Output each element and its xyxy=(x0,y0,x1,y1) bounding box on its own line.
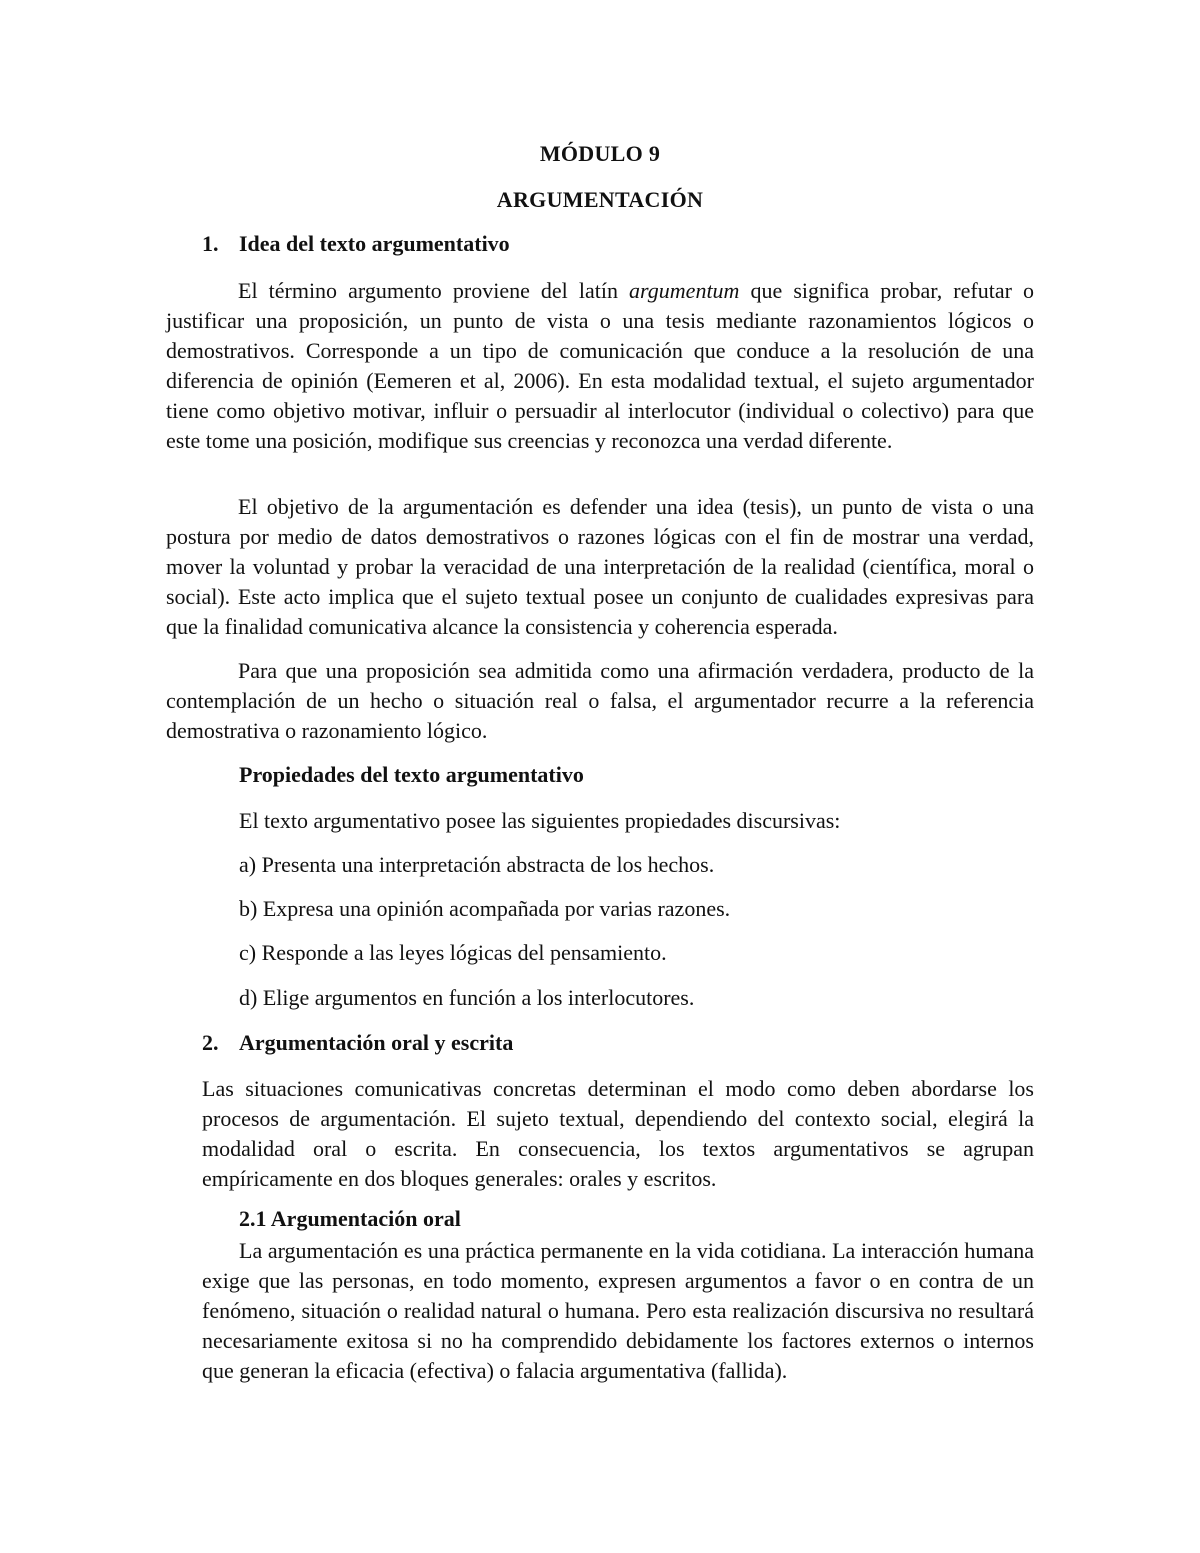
section-1-number: 1. xyxy=(202,231,219,256)
section-2-paragraph-1: Las situaciones comunicativas concretas determinan el modo como deben abordarse los procesos de argumentación. El sujeto textual, dependiendo del contexto social, elegirá la modalidad oral o escrita. En consecuencia, los textos argumentativos se agrupan empíricamente en dos bloques generales: orales y escritos. xyxy=(202,1076,1034,1191)
section-2-heading-text: Argumentación oral y escrita xyxy=(239,1030,514,1055)
section-2-number: 2. xyxy=(202,1030,219,1055)
section-1-heading xyxy=(202,231,510,257)
section-2-heading xyxy=(202,1030,513,1056)
property-item: a) Presenta una interpretación abstracta de los hechos. xyxy=(239,852,715,877)
property-item: d) Elige argumentos en función a los interlocutores. xyxy=(239,985,695,1010)
module-title: MÓDULO 9 xyxy=(539,141,661,166)
section-1-paragraph-1-end: que significa probar, refutar o justificar una proposición, un punto de vista o una tesis mediante razonamientos lógicos o demostrativos. Corresponde a un tipo de comunicación que conduce a la resolución de una diferencia de opinión (Eemeren et al, 2006). En esta modalidad textual, el sujeto argumentador tiene como objetivo motivar, influir o persuadir al interlocutor (individual o colectivo) para que este tome una posición, modifique sus creencias y reconozca una verdad diferente. xyxy=(166,278,1034,453)
property-item: b) Expresa una opinión acompañada por varias razones. xyxy=(239,896,731,921)
section-1-paragraph-2: El objetivo de la argumentación es defender una idea (tesis), un punto de vista o una postura por medio de datos demostrativos o razones lógicas con el fin de mostrar una verdad, mover la voluntad y probar la veracidad de una interpretación de la realidad (científica, moral o social). Este acto implica que el sujeto textual posee un conjunto de cualidades expresivas para que la finalidad comunicativa alcance la consistencia y coherencia esperada. xyxy=(166,494,1034,639)
subsection-2-1-paragraph: La argumentación es una práctica permanente en la vida cotidiana. La interacción humana exige que las personas, en todo momento, expresen argumentos a favor o en contra de un fenómeno, situación o realidad natural o humana. Pero esta realización discursiva no resultará necesariamente exitosa si no ha comprendido debidamente los factores externos o internos que generan la eficacia (efectiva) o falacia argumentativa (fallida). xyxy=(202,1238,1034,1383)
properties-intro: El texto argumentativo posee las siguientes propiedades discursivas: xyxy=(239,808,841,833)
document-title: ARGUMENTACIÓN xyxy=(496,187,704,212)
section-1-paragraph-1-start: El término argumento proviene del latín xyxy=(238,278,630,303)
properties-heading: Propiedades del texto argumentativo xyxy=(239,762,584,787)
latin-term: argumentum xyxy=(629,278,740,303)
property-item: c) Responde a las leyes lógicas del pensamiento. xyxy=(239,940,667,965)
section-1-paragraph-1 xyxy=(166,276,1034,456)
section-1-paragraph-3: Para que una proposición sea admitida como una afirmación verdadera, producto de la contemplación de un hecho o situación real o falsa, el argumentador recurre a la referencia demostrativa o razonamiento lógico. xyxy=(166,658,1034,743)
subsection-2-1-heading: 2.1 Argumentación oral xyxy=(239,1206,461,1231)
section-1-heading-text: Idea del texto argumentativo xyxy=(239,231,510,256)
